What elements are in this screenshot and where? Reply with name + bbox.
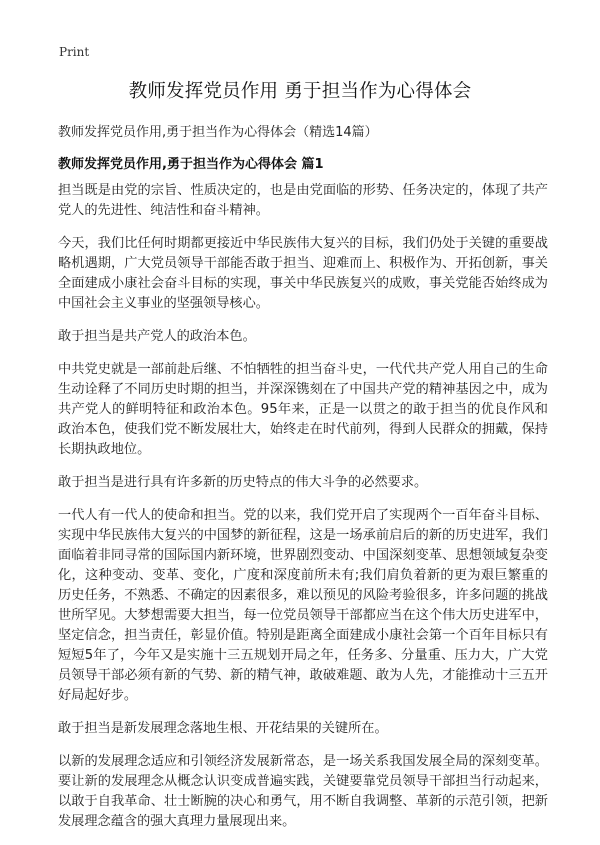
print-link[interactable]: Print <box>59 45 90 59</box>
paragraph: 敢于担当是进行具有许多新的历史特点的伟大斗争的必然要求。 <box>58 475 428 490</box>
paragraph: 以新的发展理念适应和引领经济发展新常态，是一场关系我国发展全局的深刻变革。要让新的发展理念从概念认识变成普遍实践，关键要靠党员领导干部担当行动起来，以敢于自我革命、壮士断腕的决心和勇气，用不断自我调整、革新的示范引领，把新发展理念蕴含的强大真理力量展现出来。 <box>58 754 548 829</box>
paragraph: 今天，我们比任何时期都更接近中华民族伟大复兴的目标，我们仍处于关键的重要战略机遇期，广大党员领导干部能否敢于担当、迎难而上、积极作为、开拓创新，事关全面建成小康社会奋斗目标的实现，事关中华民族复兴的成败，事关党能否始终成为中国社会主义事业的坚强领导核心。 <box>58 236 548 311</box>
document-subtitle: 教师发挥党员作用,勇于担当作为心得体会（精选14篇） <box>58 125 378 140</box>
section-heading: 教师发挥党员作用,勇于担当作为心得体会 篇1 <box>58 157 324 172</box>
paragraph: 敢于担当是共产党人的政治本色。 <box>58 329 256 344</box>
page-title: 教师发挥党员作用 勇于担当作为心得体会 <box>128 81 472 102</box>
paragraph: 担当既是由党的宗旨、性质决定的，也是由党面临的形势、任务决定的，体现了共产党人的先进性、纯洁性和奋斗精神。 <box>58 183 548 218</box>
paragraph: 中共党史就是一部前赴后继、不怕牺牲的担当奋斗史，一代代共产党人用自己的生命生动诠释了不同历史时期的担当，并深深镌刻在了中国共产党的精神基因之中，成为共产党人的鲜明特征和政治本色。95年来，正是一以贯之的敢于担当的优良作风和政治本色，使我们党不断发展壮大，始终走在时代前列，得到人民群众的拥戴，保持长期执政地位。 <box>58 362 548 457</box>
paragraph: 一代人有一代人的使命和担当。党的以来，我们党开启了实现两个一百年奋斗目标、实现中华民族伟大复兴的中国梦的新征程，这是一场承前启后的新的历史进军，我们面临着非同寻常的国际国内新环境，世界剧烈变动、中国深刻变革、思想领域复杂变化，这种变动、变革、变化，广度和深度前所未有;我们肩负着新的更为艰巨繁重的历史任务，不熟悉、不确定的因素很多，难以预见的风险考验很多，许多问题的挑战世所罕见。大梦想需要大担当，每一位党员领导干部都应当在这个伟大历史进军中，坚定信念，担当责任，彰显价值。特别是距离全面建成小康社会第一个百年目标只有短短5年了，今年又是实施十三五规划开局之年，任务多、分量重、压力大，广大党员领导干部必须有新的气势、新的精气神，敢破难题、敢为人先，才能推动十三五开好局起好步。 <box>58 508 548 703</box>
article-body <box>58 181 548 845</box>
paragraph: 敢于担当是新发展理念落地生根、开花结果的关键所在。 <box>58 721 388 736</box>
